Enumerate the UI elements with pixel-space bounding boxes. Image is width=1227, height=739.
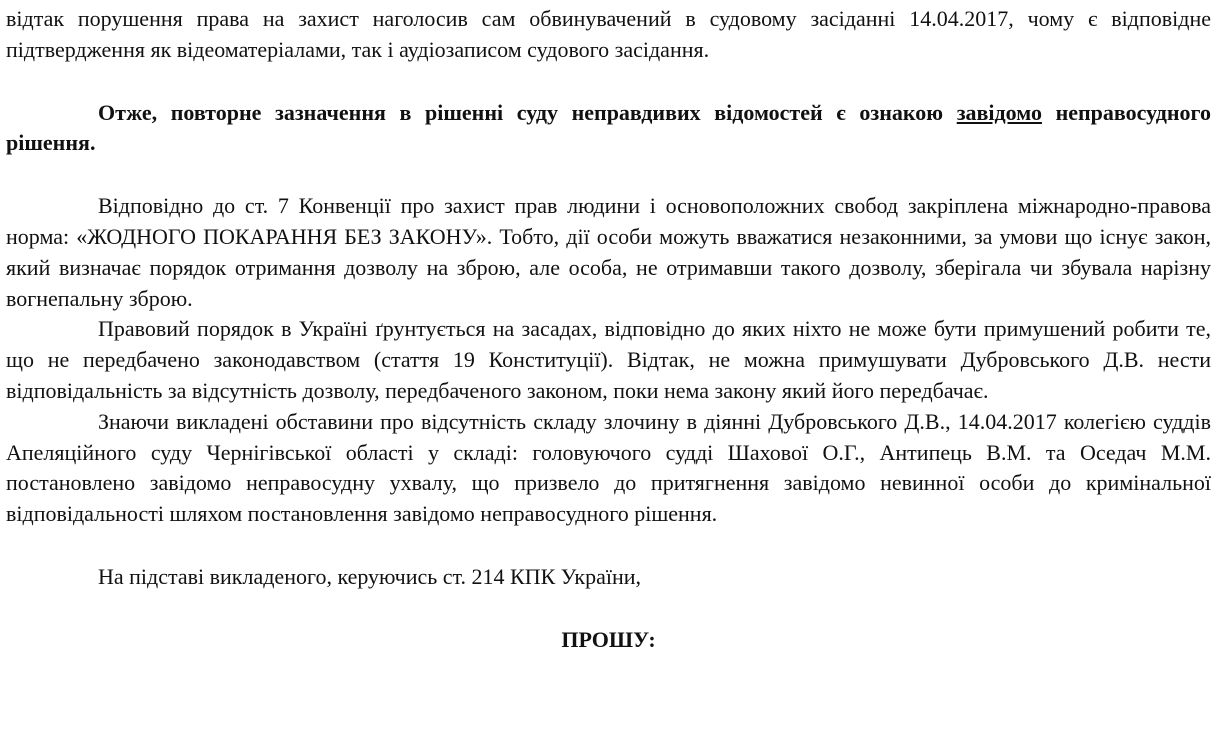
paragraph-right-to-defense: відтак порушення права на захист наголосив сам обвинувачений в судовому засіданні 14.04.2017, чому є відповідне підтвердження як відеоматеріалами, так і аудіозаписом судового засідання.	[6, 6, 1211, 62]
conclusion-text-end: неправосудного рішення.	[6, 99, 1211, 156]
paragraph-circumstances: Знаючи викладені обставини про відсутність складу злочину в діянні Дубровського Д.В., 14.04.2017 колегією суддів Апеляційного суду Чернігівської області у складі: головуючого судді Шахової О.Г., Антипець В.М. та Оседач М.М. постановлено завідомо неправосудну ухвалу, що призвело до притягнення завідомо невинної особи до кримінальної відповідальності шляхом постановлення завідомо неправосудного рішення.	[6, 408, 1211, 527]
paragraph-legal-order: Правовий порядок в Україні ґрунтується на засадах, відповідно до яких ніхто не може бути примушений робити те, що не передбачено законодавством (стаття 19 Конституції). Відтак, не можна примушувати Дубровського Д.В. нести відповідальність за відсутність дозволу, передбаченого законом, поки нема закону який його передбачає.	[6, 316, 1211, 403]
paragraph-convention: Відповідно до ст. 7 Конвенції про захист прав людини і основоположних свобод закріплена міжнародно-правова норма: «ЖОДНОГО ПОКАРАННЯ БЕЗ ЗАКОНУ». Тобто, дії особи можуть вважатися незаконними, за умови що існує закон, який визначає порядок отримання дозволу на зброю, але особа, не отримавши такого дозволу, зберігала чи збувала нарізну вогнепальну зброю.	[6, 193, 1211, 311]
paragraph-conclusion	[6, 98, 1211, 160]
request-heading: ПРОШУ:	[561, 626, 656, 652]
conclusion-underlined-word: завідомо	[956, 99, 1042, 125]
paragraph-basis: На підставі викладеного, керуючись ст. 214 КПК України,	[98, 563, 642, 589]
conclusion-text-start: Отже, повторне зазначення в рішенні суду неправдивих відомостей є ознакою	[98, 99, 957, 125]
